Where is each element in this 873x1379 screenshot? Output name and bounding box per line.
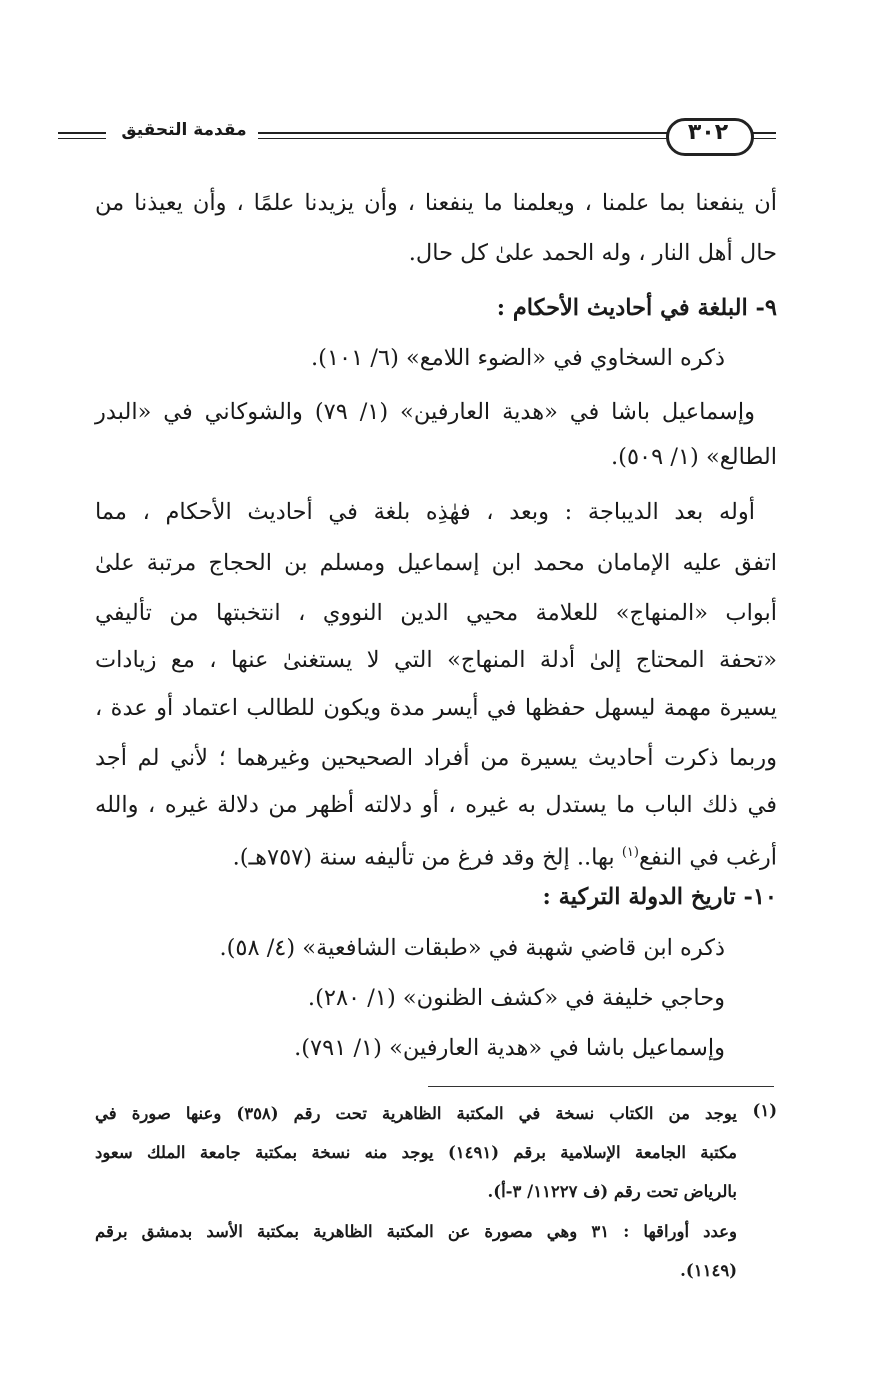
footnote-reference: (١)	[621, 845, 639, 860]
text-span: أرغب في النفع	[638, 844, 777, 871]
text-line: أن ينفعنا بما علمنا ، ويعلمنا ما ينفعنا ، وأن يزيدنا علمًا ، وأن يعيذنا من	[95, 190, 777, 216]
text-line: الطالع» (١/ ٥٠٩).	[611, 444, 777, 470]
text-line: وإسماعيل باشا في «هدية العارفين» (١/ ٧٩١).	[294, 1035, 725, 1061]
page-number: ٣٠٢	[687, 120, 729, 145]
text-line: أبواب «المنهاج» للعلامة محيي الدين النووي ، انتخبتها من تأليفي	[95, 600, 777, 626]
header-rule-left	[58, 132, 106, 139]
footnote-line: بالرياض تحت رقم (ف ١١٢٢٧/ ٣-أ).	[487, 1182, 737, 1201]
header-rule-right	[752, 132, 776, 139]
running-title: مقدمة التحقيق	[121, 120, 247, 140]
text-line: «تحفة المحتاج إلىٰ أدلة المنهاج» التي لا يستغنىٰ عنها ، مع زيادات	[95, 647, 777, 673]
text-line: ذكره السخاوي في «الضوء اللامع» (٦/ ١٠١).	[311, 345, 725, 371]
footnote-marker: (١)	[752, 1101, 777, 1120]
text-line: ذكره ابن قاضي شهبة في «طبقات الشافعية» (٤/ ٥٨).	[219, 935, 725, 961]
footnote-line: مكتبة الجامعة الإسلامية برقم (١٤٩١) يوجد منه نسخة بمكتبة جامعة الملك سعود	[95, 1143, 738, 1162]
text-line: وحاجي خليفة في «كشف الظنون» (١/ ٢٨٠).	[307, 985, 725, 1011]
text-span: بها.. إلخ وقد فرغ من تأليفه سنة (٧٥٧هـ).	[232, 844, 622, 871]
text-line: وربما ذكرت أحاديث يسيرة من أفراد الصحيحين وغيرهما ؛ لأني لم أجد	[95, 745, 777, 771]
page-header	[58, 118, 776, 162]
text-line: وإسماعيل باشا في «هدية العارفين» (١/ ٧٩) والشوكاني في «البدر	[95, 399, 755, 425]
section-heading: ١٠- تاريخ الدولة التركية :	[542, 884, 777, 910]
text-line: أوله بعد الديباجة : وبعد ، فهٰذِه بلغة في أحاديث الأحكام ، مما	[95, 499, 755, 525]
header-rule-middle	[258, 132, 720, 139]
footnote-line: يوجد من الكتاب نسخة في المكتبة الظاهرية تحت رقم (٣٥٨) وعنها صورة في	[95, 1104, 737, 1123]
text-line: يسيرة مهمة ليسهل حفظها في أيسر مدة ويكون للطالب اعتماد أو عدة ،	[95, 695, 777, 721]
section-heading: ٩- البلغة في أحاديث الأحكام :	[496, 295, 777, 321]
footnote-separator	[428, 1086, 774, 1087]
footnote-line: (١١٤٩).	[680, 1261, 737, 1280]
text-line: اتفق عليه الإمامان محمد ابن إسماعيل ومسلم بن الحجاج مرتبة علىٰ	[95, 550, 777, 576]
text-line: في ذلك الباب ما يستدل به غيره ، أو دلالته أظهر من دلالة غيره ، والله	[95, 792, 778, 818]
text-line: حال أهل النار ، وله الحمد علىٰ كل حال.	[408, 240, 777, 266]
footnote-line: وعدد أوراقها : ٣١ وهي مصورة عن المكتبة الظاهرية بمكتبة الأسد بدمشق برقم	[95, 1222, 737, 1241]
text-line	[95, 833, 777, 878]
